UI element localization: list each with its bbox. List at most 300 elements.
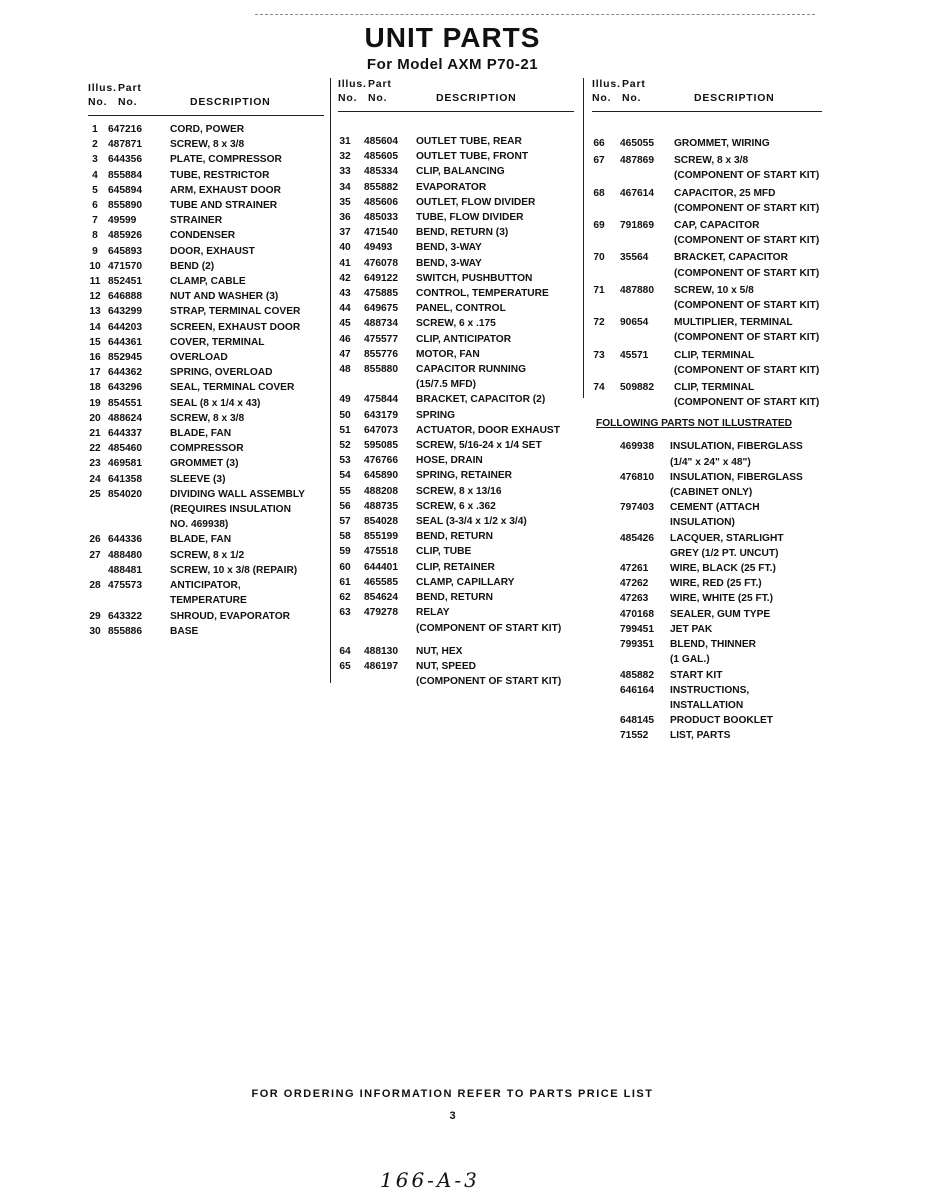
part-number: 488735 [364,500,398,512]
part-number: 35564 [620,252,649,264]
part-description [674,153,824,183]
description-line: BRACKET, CAPACITOR (2) [416,394,546,406]
part-description [416,316,581,331]
following-part-row [592,591,822,606]
part-number: 855880 [364,364,398,376]
part-description [170,198,330,213]
illus-number: 63 [339,607,351,619]
description-line: SHROUD, EVAPORATOR [170,610,290,622]
part-row [338,590,578,605]
header-description: DESCRIPTION [694,92,775,104]
illus-number: 60 [339,561,351,573]
illus-number: 13 [89,306,101,318]
part-description [416,347,581,362]
description-line: JET PAK [670,623,713,635]
part-row [338,484,578,499]
part-description [416,468,581,483]
description-line: START KIT [670,669,723,681]
description-line: HOSE, DRAIN [416,455,483,467]
part-description [170,426,330,441]
description-line: OUTLET, FLOW DIVIDER [416,196,536,208]
illus-number: 56 [339,500,351,512]
description-line: CLIP, TUBE [416,546,472,558]
part-description [416,225,581,240]
description-line: BLADE, FAN [170,534,232,546]
illus-number: 23 [89,458,101,470]
illus-number: 1 [92,124,98,135]
description-line: INSTALLATION [670,699,744,711]
description-line: NO. 469938) [170,519,229,531]
illus-number: 16 [89,352,101,364]
part-number: 485460 [108,443,142,455]
description-line: SCREW, 8 x 1/2 [170,549,245,561]
illus-number: 66 [593,138,605,149]
illus-number: 6 [92,200,98,212]
illus-number: 57 [339,516,351,528]
part-number: 854624 [364,592,398,604]
part-number: 485604 [364,136,398,147]
illus-number: 43 [339,288,351,300]
illus-number: 24 [89,473,101,485]
description-line: TUBE, RESTRICTOR [170,169,270,181]
part-row [338,164,578,179]
part-row [338,514,578,529]
illus-number: 48 [339,364,351,376]
part-description [670,576,825,591]
part-row [88,244,324,259]
header-underline [592,111,822,112]
description-line: WIRE, WHITE (25 FT.) [670,593,774,605]
handwritten-code: 166-A-3 [380,1168,480,1192]
part-description [416,560,581,575]
part-number: 90654 [620,317,649,329]
part-description [670,622,825,637]
illus-number: 71 [593,284,605,296]
description-line: (COMPONENT OF START KIT) [674,235,820,247]
illus-number: 26 [89,534,101,546]
part-row [338,575,578,590]
description-line: LACQUER, STARLIGHT [670,532,784,544]
illus-number: 2 [92,139,98,151]
part-number: 649122 [364,272,398,284]
part-description [416,392,581,407]
part-row [88,563,324,578]
header-description: DESCRIPTION [436,92,517,104]
part-description [170,304,330,319]
description-line: SCREW, 10 x 3/8 (REPAIR) [170,564,298,576]
description-line: SEALER, GUM TYPE [670,608,771,620]
part-number: 488480 [108,549,142,561]
part-description [670,637,825,667]
illus-number: 14 [89,321,101,333]
illus-number: 9 [92,245,98,257]
part-number: 852945 [108,352,142,364]
description-line: CAP, CAPACITOR [674,220,760,232]
following-part-row [592,668,822,683]
part-number: 485334 [364,166,398,178]
following-part-row [592,728,822,743]
description-line: (COMPONENT OF START KIT) [674,397,820,409]
illus-number: 72 [593,317,605,329]
part-number: 644356 [108,154,142,166]
part-number: 799351 [620,639,654,651]
part-description [170,548,330,563]
description-line: COMPRESSOR [170,443,244,455]
description-line: BEND (2) [170,260,215,272]
illus-number: 4 [92,169,98,181]
part-description [674,380,824,410]
part-description [416,575,581,590]
header-underline [88,115,324,116]
description-line: CEMENT (ATTACH [670,502,760,514]
part-row [338,560,578,575]
part-number: 646888 [108,291,142,303]
illus-number: 32 [339,151,351,163]
part-number: 487880 [620,284,654,296]
part-number: 488624 [108,412,142,424]
part-description [170,168,330,183]
part-row [338,240,578,255]
description-line: TUBE AND STRAINER [170,200,278,212]
illus-number: 20 [89,412,101,424]
description-line: MULTIPLIER, TERMINAL [674,317,793,329]
part-description [670,683,825,713]
part-number: 647216 [108,124,142,135]
part-row [88,365,324,380]
part-number: 854551 [108,397,142,409]
part-row [338,347,578,362]
part-row [592,380,822,410]
description-line: SLEEVE (3) [170,473,226,485]
illus-number: 37 [339,227,351,239]
part-description [416,514,581,529]
part-number: 465055 [620,138,654,149]
part-description [674,186,824,216]
description-line: CONDENSER [170,230,236,242]
description-line: SCREW, 10 x 5/8 [674,284,754,296]
description-line: MOTOR, FAN [416,348,480,360]
part-number: 49493 [364,242,393,254]
part-row [338,195,578,210]
following-part-row [592,561,822,576]
illus-number: 67 [593,155,605,167]
part-description [670,591,825,606]
part-number: 855890 [108,200,142,212]
part-description [670,470,825,500]
part-row [338,332,578,347]
part-description [416,134,581,149]
column-header [338,78,578,116]
description-line: SWITCH, PUSHBUTTON [416,272,533,284]
part-description [170,274,330,289]
illus-number: 35 [339,196,351,208]
part-row [338,644,578,659]
part-row [338,499,578,514]
header-illus-no: No. [338,92,358,104]
part-row [338,423,578,438]
part-row [88,578,324,608]
part-description [670,668,825,683]
part-row [338,659,578,689]
description-line: CLIP, TERMINAL [674,382,755,394]
illus-number: 5 [92,184,98,196]
part-number: 648145 [620,715,654,727]
part-number: 643296 [108,382,142,394]
header-underline [338,111,574,112]
illus-number: 47 [339,348,351,360]
part-number: 799451 [620,623,654,635]
following-part-row [592,622,822,637]
description-line: (COMPONENT OF START KIT) [674,300,820,312]
part-row [88,472,324,487]
part-number: 71552 [620,730,649,742]
part-row [592,153,822,183]
illus-number: 59 [339,546,351,558]
header-illus: Illus. [338,78,367,90]
part-row [88,259,324,274]
page-title: UNIT PARTS [364,22,541,53]
part-description [416,453,581,468]
part-number: 488130 [364,645,398,657]
illus-number: 64 [339,645,351,657]
part-number: 475844 [364,394,398,406]
part-description [416,423,581,438]
description-line: OUTLET TUBE, REAR [416,136,522,147]
illus-number: 62 [339,592,351,604]
part-row [88,609,324,624]
part-number: 643299 [108,306,142,318]
header-part-no: No. [622,92,642,104]
part-row [338,544,578,559]
part-description [170,244,330,259]
part-row [338,225,578,240]
part-description [416,605,581,635]
part-row [88,228,324,243]
part-description [416,362,581,392]
part-description [670,607,825,622]
part-description [170,609,330,624]
description-line: PLATE, COMPRESSOR [170,154,282,166]
part-row [338,438,578,453]
following-part-row [592,713,822,728]
part-row [592,348,822,378]
part-row [338,453,578,468]
illus-number: 52 [339,440,351,452]
page-subtitle: For Model AXM P70-21 [366,56,539,73]
header-illus-no: No. [88,96,108,108]
part-row [338,468,578,483]
illus-number: 50 [339,409,351,421]
description-line: CLIP, RETAINER [416,561,495,573]
part-row [88,624,324,639]
part-row [88,168,324,183]
part-number: 485926 [108,230,142,242]
top-rule [255,14,815,15]
description-line: SCREW, 8 x 3/8 [170,139,245,151]
part-row [88,426,324,441]
part-row [88,183,324,198]
part-row [88,152,324,167]
illus-number: 27 [89,549,101,561]
part-number: 488734 [364,318,398,330]
part-number: 854020 [108,488,142,500]
description-line: (COMPONENT OF START KIT) [416,676,562,688]
description-line: SCREEN, EXHAUST DOOR [170,321,301,333]
description-line: LIST, PARTS [670,730,731,742]
part-row [592,283,822,313]
header-illus-no: No. [592,92,612,104]
illus-number: 10 [89,260,101,272]
part-description [170,137,330,152]
description-line: (COMPONENT OF START KIT) [674,170,820,182]
illus-number: 73 [593,349,605,361]
description-line: (COMPONENT OF START KIT) [416,622,562,634]
part-number: 476810 [620,471,654,483]
part-description [670,439,825,469]
part-number: 470168 [620,608,654,620]
illus-number: 40 [339,242,351,254]
description-line: ARM, EXHAUST DOOR [170,184,281,196]
part-number: 45571 [620,349,649,361]
part-number: 855884 [108,169,142,181]
part-description [170,289,330,304]
illus-number: 28 [89,580,101,592]
part-row [88,411,324,426]
description-line: SCREW, 6 x .362 [416,500,496,512]
description-line: WIRE, RED (25 FT.) [670,578,762,590]
description-line: (15/7.5 MFD) [416,379,477,391]
illus-number: 68 [593,187,605,199]
description-line: BEND, RETURN [416,592,493,604]
part-number: 854028 [364,516,398,528]
description-line: (COMPONENT OF START KIT) [674,332,820,344]
part-row [88,396,324,411]
part-row [338,210,578,225]
following-part-row [592,637,822,667]
part-description [416,659,581,689]
part-row [338,149,578,164]
part-row [338,362,578,392]
part-number: 855776 [364,348,398,360]
description-line: STRAINER [170,215,223,227]
header-description: DESCRIPTION [190,96,271,108]
part-description [170,532,330,547]
part-number: 645893 [108,245,142,257]
part-description [416,301,581,316]
part-description [416,544,581,559]
part-number: 649675 [364,303,398,315]
part-number: 852451 [108,276,142,288]
part-description [170,122,330,137]
part-row [88,487,324,533]
description-line: CLIP, BALANCING [416,166,505,178]
following-part-row [592,470,822,500]
following-part-row [592,683,822,713]
description-line: DIVIDING WALL ASSEMBLY [170,488,305,500]
description-line: INSULATION, FIBERGLASS [670,441,803,453]
part-number: 475885 [364,288,398,300]
part-row [88,274,324,289]
part-number: 488208 [364,485,398,497]
part-description [416,149,581,164]
illus-number: 21 [89,428,101,440]
illus-number: 22 [89,443,101,455]
description-line: SPRING [416,409,456,421]
illus-number: 58 [339,531,351,543]
description-line: CAPACITOR, 25 MFD [674,187,776,199]
part-row [338,605,578,635]
part-description [170,456,330,471]
part-number: 47263 [620,593,649,605]
part-description [170,228,330,243]
illus-number: 34 [339,181,351,193]
page-number: 3 [449,1110,456,1122]
following-part-row [592,500,822,530]
description-line: COVER, TERMINAL [170,336,265,348]
description-line: GROMMET, WIRING [674,138,770,149]
description-line: WIRE, BLACK (25 FT.) [670,563,776,575]
part-number: 486197 [364,660,398,672]
part-description [416,256,581,271]
illus-number: 44 [339,303,351,315]
illus-number: 74 [593,382,605,394]
part-row [592,136,822,151]
illus-number: 12 [89,291,101,303]
part-row [88,122,324,137]
part-number: 645894 [108,184,142,196]
part-row [88,213,324,228]
part-number: 471540 [364,227,398,239]
part-description [670,500,825,530]
description-line: (1/4" x 24" x 48") [670,456,751,468]
part-number: 485033 [364,212,398,224]
part-row [88,441,324,456]
column-divider-2 [583,78,584,398]
description-line: PRODUCT BOOKLET [670,715,774,727]
part-description [170,380,330,395]
part-description [170,411,330,426]
part-description [670,561,825,576]
part-number: 488481 [108,564,142,576]
part-number: 855882 [364,181,398,193]
part-description [170,152,330,167]
part-description [670,531,825,561]
description-line: INSULATION, FIBERGLASS [670,471,803,483]
header-part-no: No. [118,96,138,108]
part-description [416,164,581,179]
part-number: 485426 [620,532,654,544]
part-number: 644337 [108,428,142,440]
part-description [170,578,330,608]
following-parts-header: FOLLOWING PARTS NOT ILLUSTRATED [596,418,792,430]
illus-number: 11 [89,276,101,288]
part-description [670,713,825,728]
illus-number: 41 [339,257,351,269]
part-row [338,316,578,331]
part-number: 49599 [108,215,137,227]
part-number: 791869 [620,220,654,232]
description-line: (CABINET ONLY) [670,487,753,499]
description-line: CLIP, TERMINAL [674,349,755,361]
illus-number: 33 [339,166,351,178]
illus-number: 31 [339,136,351,147]
illus-number: 8 [92,230,98,242]
part-number: 487871 [108,139,142,151]
description-line: SCREW, 8 x 3/8 [170,412,245,424]
part-description [416,271,581,286]
part-row [88,304,324,319]
description-line: CAPACITOR RUNNING [416,364,526,376]
